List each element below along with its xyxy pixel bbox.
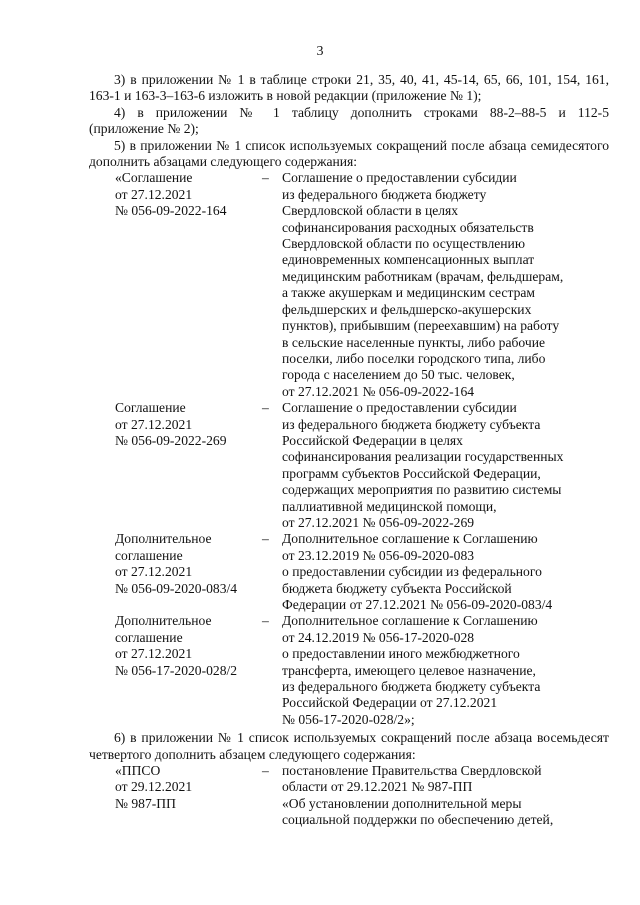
abbreviation-term: Дополнительное соглашение от 27.12.2021 № 056-09-2020-083/4 xyxy=(115,531,238,596)
abbreviation-entry xyxy=(89,400,609,531)
entry-dash: – xyxy=(262,613,269,629)
abbreviation-definition: Дополнительное соглашение к Соглашению от 23.12.2019 № 056-09-2020-083 о предоставлении субсидии из федерального бюджета бюджету субъекта Российской Федерации от 27.12.2021 № 056-09-2020-083/4 xyxy=(282,531,553,612)
abbreviation-definition: постановление Правительства Свердловской области от 29.12.2021 № 987-ПП «Об установлении дополнительной меры социальной поддержки по обеспечению детей, xyxy=(282,763,554,828)
abbreviation-definition: Соглашение о предоставлении субсидии из федерального бюджета бюджету субъекта Российской Федерации в целях софинансирования реализации государственных программ субъектов Российской Федерации, содержащих мероприятия по развитию системы паллиативной медицинской помощи, от 27.12.2021 № 056-09-2022-269 xyxy=(282,400,564,530)
abbreviation-definition: Соглашение о предоставлении субсидии из федерального бюджета бюджету Свердловской области в целях софинансирования расходных обязательств Свердловской области по осуществлению единовременных компенсационных выплат медицинским работникам (врачам, фельдшерам, а также акушеркам и медицинским сестрам фельдшерских и фельдшерско-акушерских пунктов), прибывшим (переехавшим) на работу в сельские населенные пункты, либо рабочие поселки, либо поселки городского типа, либо города с населением до 50 тыс. человек, от 27.12.2021 № 056-09-2022-164 xyxy=(282,170,564,399)
entry-dash: – xyxy=(262,763,269,779)
abbreviation-term: Соглашение от 27.12.2021 № 056-09-2022-269 xyxy=(115,400,227,448)
paragraph-item-5: 5) в приложении № 1 список используемых сокращений после абзаца семидесятого дополнить абзацами следующего содержания: xyxy=(89,137,609,170)
paragraph-item-6: 6) в приложении № 1 список используемых сокращений после абзаца восемьдесят четвертого дополнить абзацем следующего содержания: xyxy=(89,730,609,762)
abbreviation-entry xyxy=(89,531,609,613)
paragraph-item-4-line-1: 4) в приложении № 1 таблицу дополнить строками 88-2–88-5 и 112-5 xyxy=(114,104,609,120)
abbreviation-definition: Дополнительное соглашение к Соглашению от 24.12.2019 № 056-17-2020-028 о предоставлении иного межбюджетного трансферта, имеющего целевое назначение, из федерального бюджета бюджету субъекта Российской Федерации от 27.12.2021 № 056-17-2020-028/2»; xyxy=(282,613,541,727)
abbreviation-entry xyxy=(89,763,609,829)
paragraph-item-3: 3) в приложении № 1 в таблице строки 21, 35, 40, 41, 45-14, 65, 66, 101, 154, 161, 163-1 и 163-3–163-6 изложить в новой редакции (приложение № 1); xyxy=(89,72,609,104)
entry-dash: – xyxy=(262,170,269,186)
paragraph-item-4-line-2: (приложение № 2); xyxy=(89,121,199,137)
abbreviations-list-6 xyxy=(89,763,609,829)
entry-dash: – xyxy=(262,400,269,416)
abbreviation-entry xyxy=(89,170,609,400)
abbreviation-term: «Соглашение от 27.12.2021 № 056-09-2022-164 xyxy=(115,170,227,219)
document-body xyxy=(89,72,609,829)
page-number: 3 xyxy=(316,44,324,59)
entry-dash: – xyxy=(262,531,269,547)
abbreviation-term: «ППСО от 29.12.2021 № 987-ПП xyxy=(115,763,193,811)
abbreviations-list-5 xyxy=(89,170,609,728)
abbreviation-entry xyxy=(89,613,609,728)
abbreviation-term: Дополнительное соглашение от 27.12.2021 № 056-17-2020-028/2 xyxy=(115,613,238,678)
